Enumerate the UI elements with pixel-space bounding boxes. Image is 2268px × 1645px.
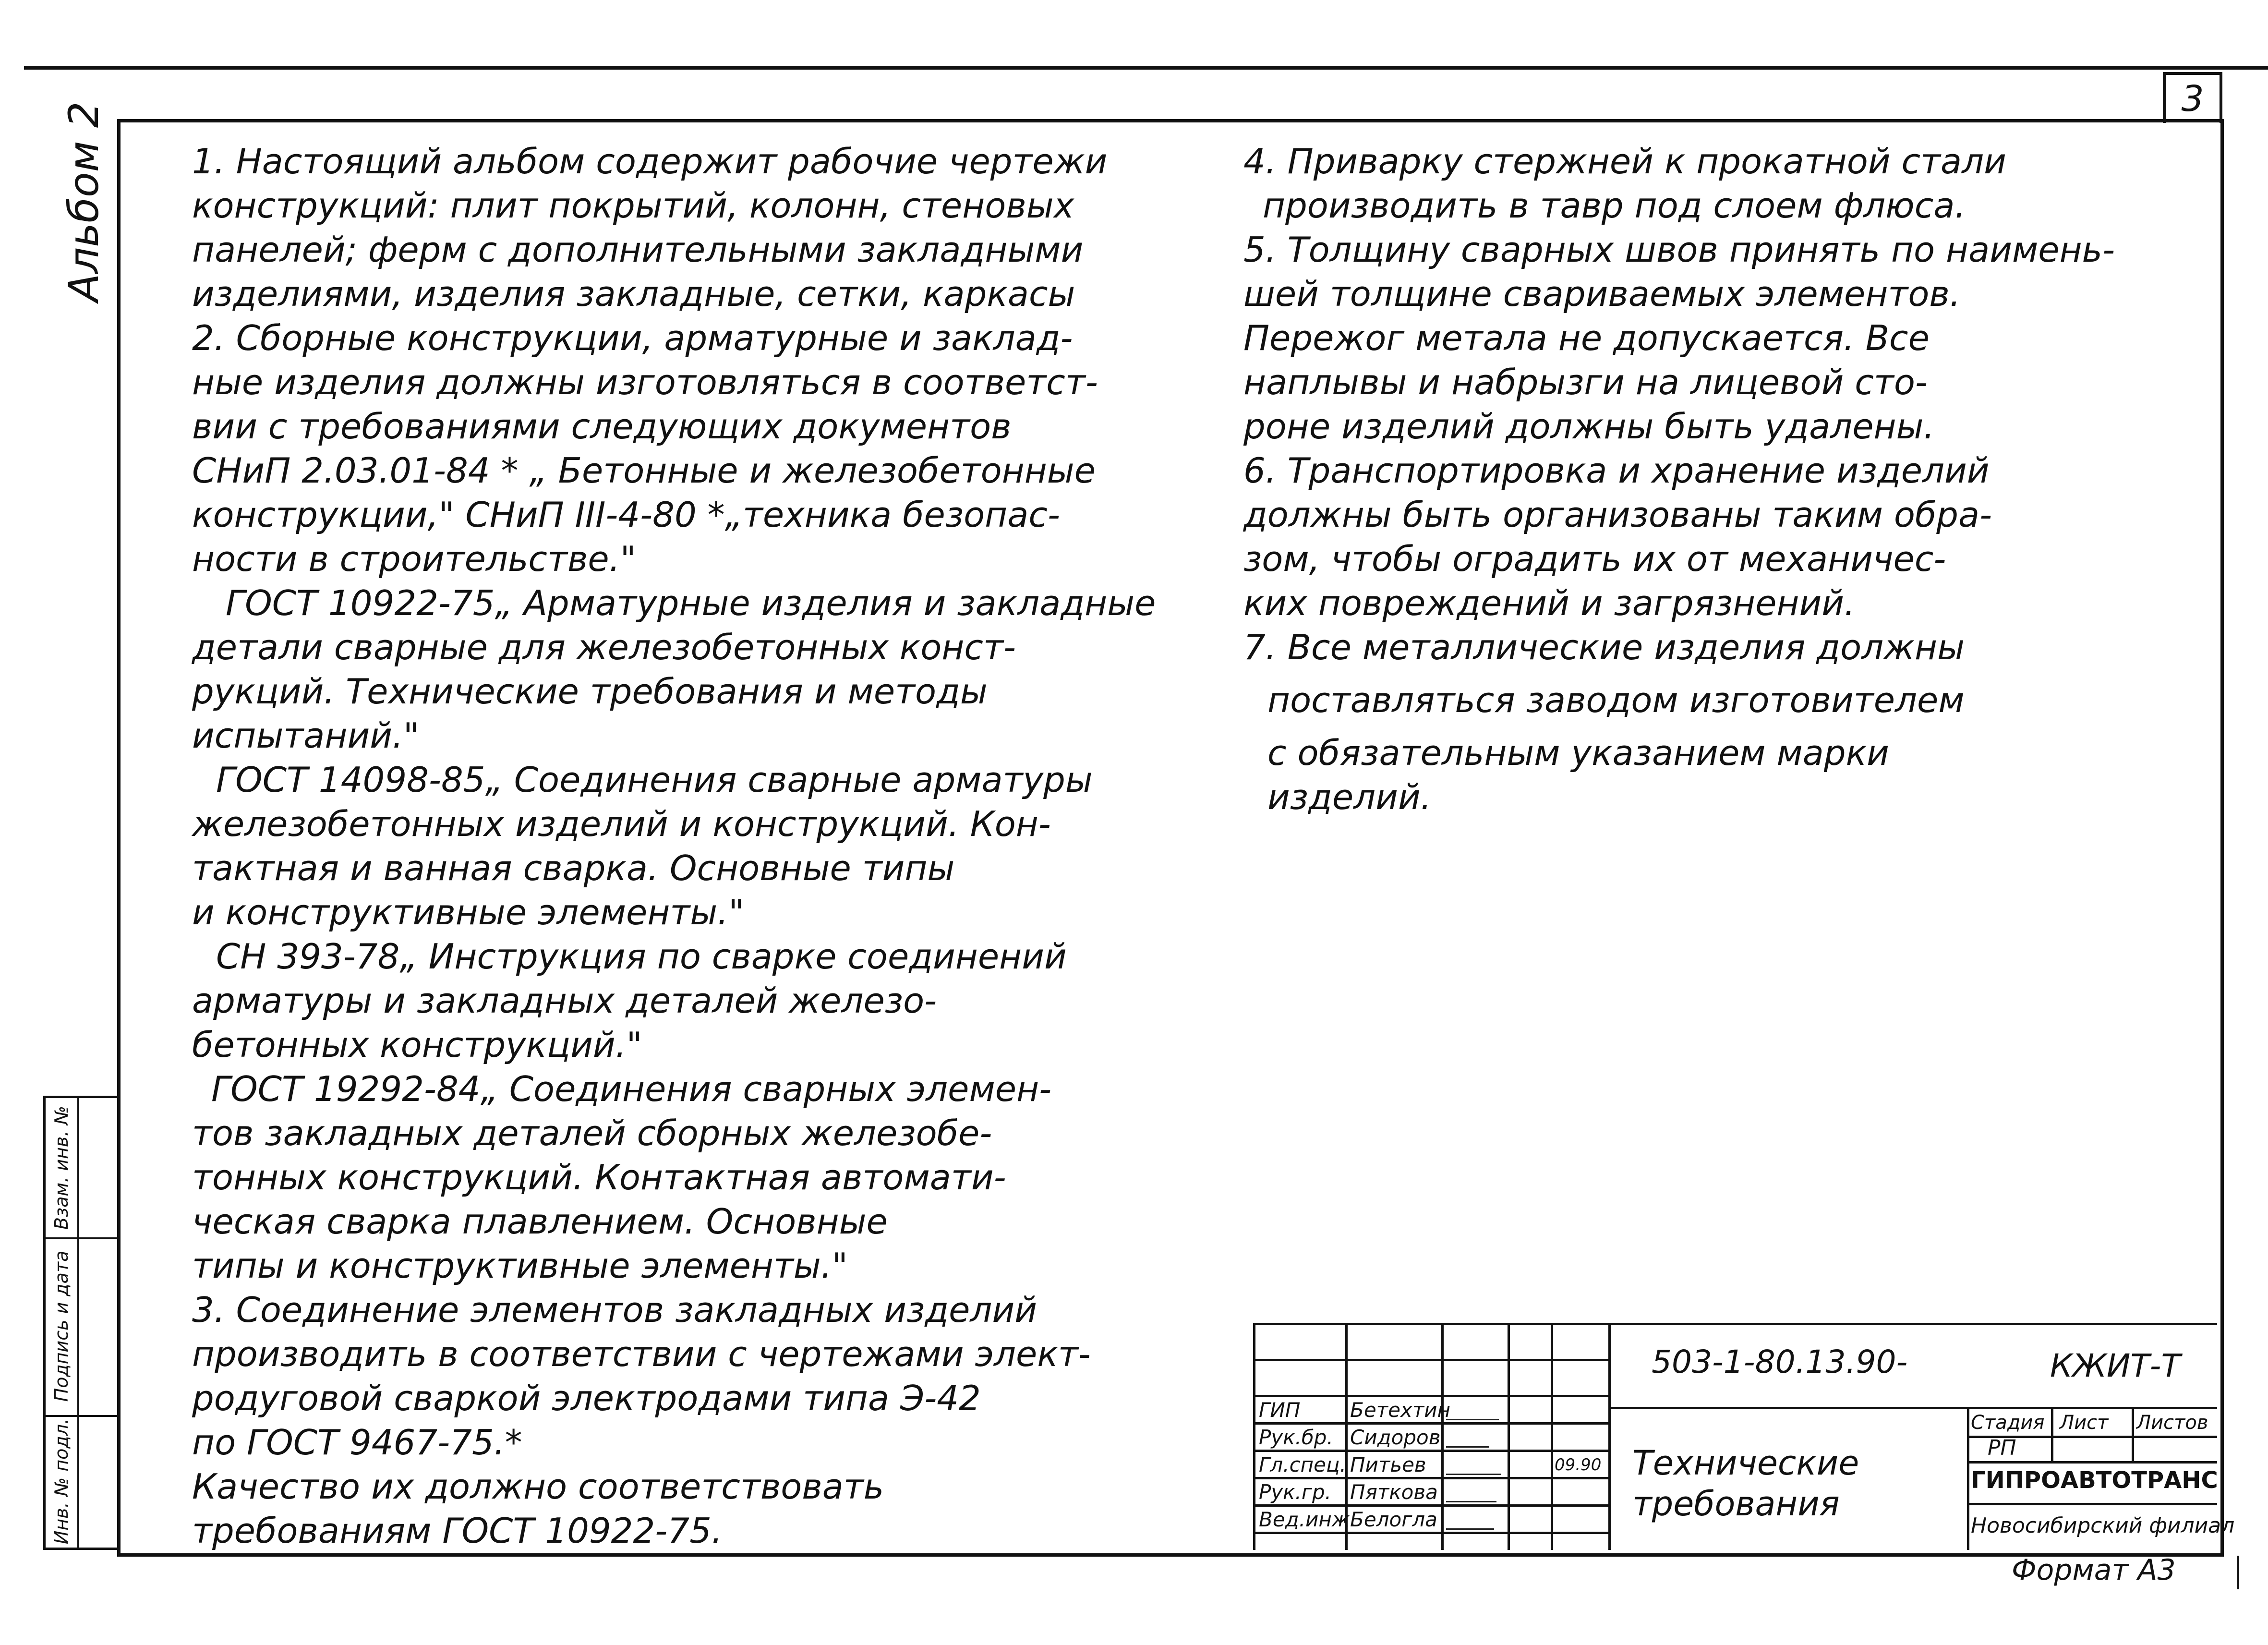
text-line: наплывы и набрызги на лицевой сто-: [1243, 362, 1928, 402]
text-line: 1. Настоящий альбом содержит рабочие чертежи: [192, 141, 1108, 181]
name-ved-inzh: Белогла: [1350, 1508, 1437, 1531]
text-line: тов закладных деталей сборных железобе-: [192, 1113, 992, 1153]
text-line: бетонных конструкций.": [192, 1025, 642, 1065]
text-line: испытаний.": [192, 715, 420, 756]
text-line: Качество их должно соответствовать: [192, 1466, 884, 1507]
text-line: поставляться заводом изготовителем: [1267, 680, 1965, 720]
text-line: арматуры и закладных деталей железо-: [192, 980, 937, 1021]
doc-mark: КЖИТ-Т: [2050, 1347, 2181, 1384]
text-line: ческая сварка плавлением. Основные: [192, 1201, 888, 1242]
text-line: детали сварные для железобетонных конст-: [192, 627, 1016, 667]
name-gip: Бетехтин: [1350, 1398, 1451, 1422]
role-gl-spec: Гл.спец.: [1259, 1453, 1346, 1476]
stage-label: Стадия: [1971, 1412, 2045, 1434]
text-line: 5. Толщину сварных швов принять по наимень-: [1243, 230, 2115, 270]
text-line: конструкции," СНиП III-4-80 *„техника безопас-: [192, 495, 1060, 535]
grid-line: [1253, 1359, 1608, 1361]
grid-line: [1967, 1407, 1969, 1550]
grid-line: [1608, 1407, 2217, 1409]
left-text-column: [192, 139, 1156, 1553]
grid-line: [1551, 1323, 1553, 1550]
stamp-divider: [77, 1098, 79, 1548]
title-block: [1253, 1323, 2235, 1550]
text-line: 2. Сборные конструкции, арматурные и заклад-: [192, 318, 1073, 358]
title-block-border: [1253, 1323, 2217, 1325]
format-label: Формат А3: [2012, 1553, 2176, 1587]
text-line: ГОСТ 10922-75„ Арматурные изделия и закладные: [226, 583, 1156, 623]
signature-mark: [1446, 1454, 1501, 1475]
name-gl-spec: Питьев: [1350, 1453, 1426, 1476]
grid-line: [2051, 1407, 2053, 1461]
text-line: типы и конструктивные элементы.": [192, 1246, 848, 1286]
text-line: изделиями, изделия закладные, сетки, каркасы: [192, 274, 1075, 314]
text-line: ные изделия должны изготовляться в соответст-: [192, 362, 1098, 402]
sheets-label: Листов: [2136, 1412, 2208, 1434]
grid-line: [1608, 1323, 1611, 1550]
role-ruk-gr: Рук.гр.: [1259, 1480, 1331, 1504]
sheet-title-line-1: Технические: [1632, 1443, 1859, 1483]
sheet-label: Лист: [2060, 1412, 2109, 1434]
text-line: ких повреждений и загрязнений.: [1243, 583, 1855, 623]
doc-code: 503-1-80.13.90-: [1652, 1343, 1908, 1380]
right-text-column: [1243, 139, 2115, 819]
text-line: зом, чтобы оградить их от механичес-: [1243, 539, 1946, 579]
sheet-title-line-2: требования: [1632, 1484, 1840, 1524]
sign-date: 09.90: [1555, 1455, 1602, 1475]
stamp-label-inv-replace: Взам. инв. №: [51, 1106, 72, 1230]
album-label: Альбом 2: [60, 101, 108, 302]
text-line: конструкций: плит покрытий, колонн, стеновых: [192, 185, 1074, 226]
margin-stamp: [43, 1096, 117, 1550]
text-line: железобетонных изделий и конструкций. Кон-: [192, 804, 1051, 844]
text-line: по ГОСТ 9467-75.*: [192, 1422, 522, 1463]
text-line: Пережог метала не допускается. Все: [1243, 318, 1930, 358]
text-line: 3. Соединение элементов закладных изделий: [192, 1290, 1037, 1330]
edge-tick-mark: [2237, 1556, 2239, 1589]
text-line: ГОСТ 19292-84„ Соединения сварных элемен-: [211, 1069, 1052, 1109]
text-line: СН 393-78„ Инструкция по сварке соединений: [216, 936, 1067, 977]
text-line: роне изделий должны быть удалены.: [1243, 406, 1935, 447]
signature-mark: [1446, 1482, 1496, 1502]
signature-mark: [1446, 1400, 1499, 1420]
text-line: 4. Приварку стержней к прокатной стали: [1243, 141, 2006, 181]
text-line: СНиП 2.03.01-84 * „ Бетонные и железобетонные: [192, 450, 1096, 491]
org-branch: Новосибирский филиал: [1971, 1513, 2235, 1538]
text-line: производить в соответствии с чертежами элект-: [192, 1334, 1091, 1374]
stage-value: РП: [1988, 1436, 2016, 1460]
top-border-line: [24, 66, 2268, 70]
text-line: тонных конструкций. Контактная автомати-: [192, 1157, 1006, 1197]
text-line: ГОСТ 14098-85„ Соединения сварные арматуры: [216, 760, 1093, 800]
text-line: вии с требованиями следующих документов: [192, 406, 1012, 447]
signature-mark: [1446, 1509, 1494, 1530]
grid-line: [1508, 1323, 1510, 1550]
grid-line: [1441, 1323, 1444, 1550]
text-line: производить в тавр под слоем флюса.: [1263, 185, 1966, 226]
text-line: требованиям ГОСТ 10922-75.: [192, 1511, 723, 1551]
text-line: изделий.: [1267, 777, 1432, 817]
text-line: шей толщине свариваемых элементов.: [1243, 274, 1961, 314]
sheet-number: 3: [2163, 72, 2222, 123]
org-name: ГИПРОАВТОТРАНС: [1971, 1467, 2218, 1494]
text-line: тактная и ванная сварка. Основные типы: [192, 848, 955, 888]
text-line: рукций. Технические требования и методы: [192, 671, 988, 712]
text-line: панелей; ферм с дополнительными закладными: [192, 230, 1084, 270]
text-line: 6. Транспортировка и хранение изделий: [1243, 450, 1990, 491]
text-line: и конструктивные элементы.": [192, 892, 745, 932]
role-gip: ГИП: [1259, 1398, 1301, 1422]
title-block-border: [1253, 1323, 1255, 1550]
text-line: ности в строительстве.": [192, 539, 636, 579]
name-ruk-br: Сидоров: [1350, 1426, 1441, 1449]
grid-line: [1967, 1503, 2217, 1505]
text-line: должны быть организованы таким обра-: [1243, 495, 1992, 535]
text-line: 7. Все металлические изделия должны: [1243, 627, 1965, 667]
text-line: с обязательным указанием марки: [1267, 733, 1889, 773]
stamp-label-sign-date: Подпись и дата: [51, 1250, 72, 1402]
role-ruk-br: Рук.бр.: [1259, 1426, 1333, 1449]
signature-mark: [1446, 1427, 1489, 1448]
grid-line: [2132, 1407, 2134, 1461]
text-line: родуговой сваркой электродами типа Э-42: [192, 1378, 981, 1418]
stamp-label-inv-orig: Инв. № подл.: [51, 1418, 72, 1545]
name-ruk-gr: Пяткова: [1350, 1480, 1438, 1504]
role-ved-inzh: Вед.инж.: [1259, 1508, 1356, 1531]
